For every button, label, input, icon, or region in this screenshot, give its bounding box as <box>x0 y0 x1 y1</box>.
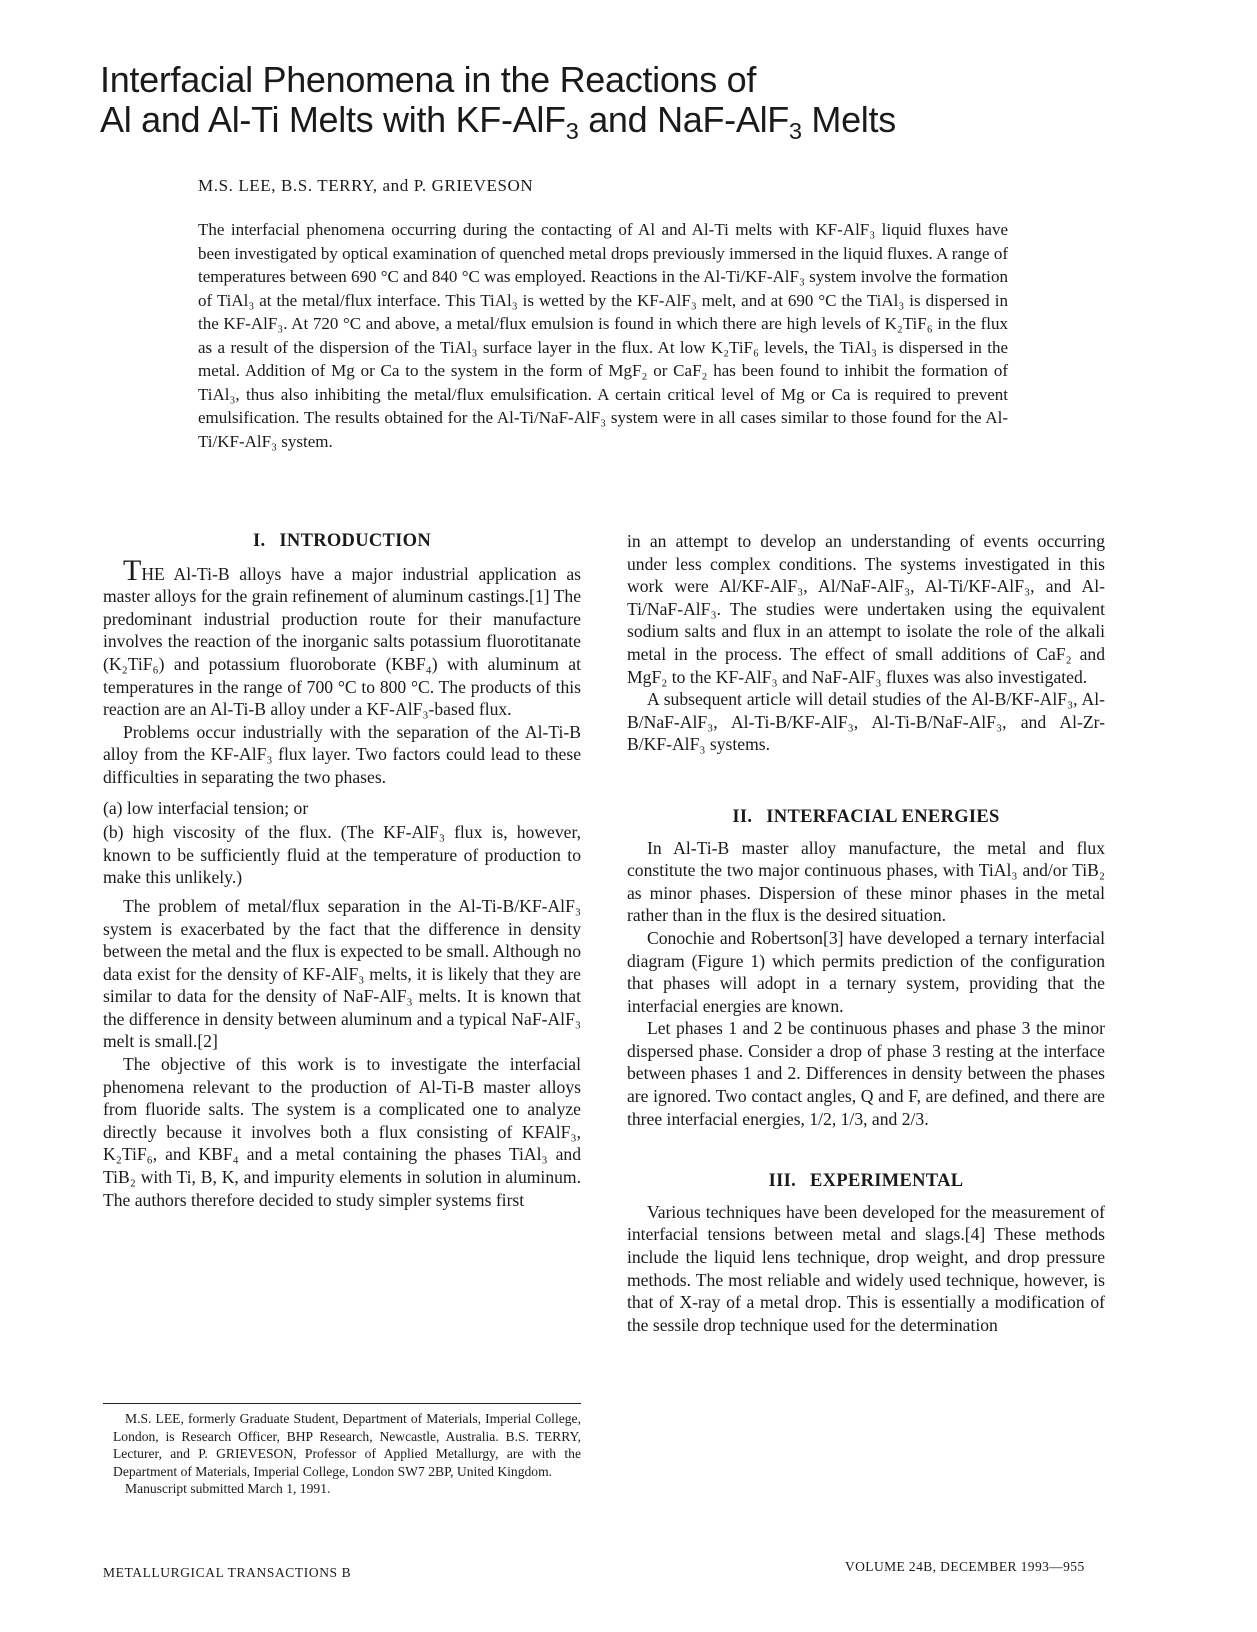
paragraph: The problem of metal/flux separation in the Al-Ti-B/KF-AlF₃ system is exacerbated by the fact that the difference in density between the metal and the flux is expected to be small. Although no data exist for the density of KF-AlF₃ melts, it is likely that they are similar to data for the density of NaF-AlF₃ melts. It is known that the difference in density between aluminum and a typical NaF-AlF₃ melt is small.[2] <box>103 895 581 1052</box>
abstract: The interfacial phenomena occurring during the contacting of Al and Al-Ti melts with KF-AlF₃ liquid fluxes have been investigated by optical examination of quenched metal drops previously immersed in the liquid fluxes. A range of temperatures between 690 °C and 840 °C was employed. Reactions in the Al-Ti/KF-AlF₃ system involve the formation of TiAl₃ at the metal/flux interface. This TiAl₃ is wetted by the KF-AlF₃ melt, and at 690 °C the TiAl₃ is dispersed in the KF-AlF₃. At 720 °C and above, a metal/flux emulsion is found in which there are high levels of K₂TiF₆ in the flux as a result of the dispersion of the TiAl₃ surface layer in the flux. At low K₂TiF₆ levels, the TiAl₃ is dispersed in the metal. Addition of Mg or Ca to the system in the form of MgF₂ or CaF₂ has been found to inhibit the formation of TiAl₃, thus also inhibiting the metal/flux emulsification. A certain critical level of Mg or Ca is required to prevent emulsification. The results obtained for the Al-Ti/NaF-AlF₃ system were in all cases similar to those found for the Al-Ti/KF-AlF₃ system. <box>198 220 1008 451</box>
title-line-2-part-b: and NaF-AlF <box>578 99 789 140</box>
left-column <box>103 530 581 1211</box>
right-column <box>627 530 1105 1336</box>
section-heading-introduction <box>103 530 581 553</box>
title-line-1: Interfacial Phenomena in the Reactions of <box>100 59 757 100</box>
paper-title <box>100 59 1100 145</box>
volume-page: VOLUME 24B, DECEMBER 1993—955 <box>845 1559 1085 1574</box>
paragraph: Problems occur industrially with the separation of the Al-Ti-B alloy from the KF-AlF₃ flux layer. Two factors could lead to these difficulties in separating the two phases. <box>103 721 581 787</box>
paragraph-text: HE Al-Ti-B alloys have a major industrial application as master alloys for the grain refinement of aluminum castings.[1] The predominant industrial production route for their manufacture involves the reaction of the inorganic salts potassium fluorotitanate (K₂TiF₆) and potassium fluoroborate (KBF₄) with aluminum at temperatures in the range of 700 °C to 800 °C. The products of this reaction are an Al-Ti-B alloy under a KF-AlF₃-based flux. <box>103 563 581 720</box>
paragraph: In Al-Ti-B master alloy manufacture, the metal and flux constitute the two major continuous phases, with TiAl₃ and/or TiB₂ as minor phases. Dispersion of these minor phases in the metal rather than in the flux is the desired situation. <box>627 837 1105 926</box>
paragraph <box>103 553 581 721</box>
subscript: 3 <box>788 118 802 145</box>
list-item-a: (a) low interfacial tension; or <box>103 797 309 818</box>
footnote <box>113 1410 581 1498</box>
paragraph-continued: in an attempt to develop an understanding of events occurring under less complex conditions. The systems investigated in this work were Al/KF-AlF₃, Al/NaF-AlF₃, Al-Ti/KF-AlF₃, and Al-Ti/NaF-AlF₃. The studies were undertaken using the equivalent sodium salts and flux in an attempt to isolate the role of the alkali metal in the process. The effect of small additions of CaF₂ and MgF₂ to the KF-AlF₃ and NaF-AlF₃ fluxes was also investigated. <box>627 531 1105 687</box>
author-list: M.S. LEE, B.S. TERRY, and P. GRIEVESON <box>198 176 534 195</box>
paragraph: Let phases 1 and 2 be continuous phases and phase 3 the minor dispersed phase. Consider a drop of phase 3 resting at the interface between phases 1 and 2. Differences in density between the phases are ignored. Two contact angles, Q and F, are defined, and there are three interfacial energies, 1/2, 1/3, and 2/3. <box>627 1018 1105 1129</box>
section-number: II. <box>732 806 753 827</box>
footnote-divider <box>103 1403 581 1404</box>
paragraph: A subsequent article will detail studies of the Al-B/KF-AlF₃, Al-B/NaF-AlF₃, Al-Ti-B/KF-AlF₃, Al-Ti-B/NaF-AlF₃, and Al-Zr-B/KF-AlF₃ systems. <box>627 689 1105 755</box>
title-line-2-part-a: Al and Al-Ti Melts with KF-AlF <box>100 99 566 140</box>
section-number: I. <box>252 531 266 551</box>
author-affiliation: M.S. LEE, formerly Graduate Student, Department of Materials, Imperial College, London, is Research Officer, BHP Research, Newcastle, Australia. B.S. TERRY, Lecturer, and P. GRIEVESON, Professor of Applied Metallurgy, are with the Department of Materials, Imperial College, London SW7 2BP, United Kingdom. <box>113 1411 581 1479</box>
paragraph: Various techniques have been developed for the measurement of interfacial tensions between metal and slags.[4] These methods include the liquid lens technique, drop weight, and drop pressure methods. The most reliable and widely used technique, however, is that of X-ray of a metal drop. This is essentially a modification of the sessile drop technique used for the determination <box>627 1201 1105 1335</box>
section-heading-interfacial-energies <box>627 806 1105 829</box>
section-title: INTRODUCTION <box>279 531 432 551</box>
section-title: INTERFACIAL ENERGIES <box>766 806 1000 827</box>
list-item-b: (b) high viscosity of the flux. (The KF-AlF₃ flux is, however, known to be sufficiently fluid at the temperature of production to make this unlikely.) <box>103 822 581 888</box>
title-line-2 <box>100 99 1100 145</box>
drop-cap: T <box>123 553 142 587</box>
paragraph: The objective of this work is to investigate the interfacial phenomena relevant to the production of Al-Ti-B master alloys from fluoride salts. The system is a complicated one to analyze directly because it involves both a flux consisting of KFAlF₃, K₂TiF₆, and KBF₄ and a metal containing the phases TiAl₃ and TiB₂ with Ti, B, K, and impurity elements in solution in aluminum. The authors therefore decided to study simpler systems first <box>103 1054 581 1210</box>
submission-date: Manuscript submitted March 1, 1991. <box>125 1481 331 1497</box>
paragraph: Conochie and Robertson[3] have developed a ternary interfacial diagram (Figure 1) which permits prediction of the configuration that phases will adopt in a ternary system, providing that the interfacial energies are known. <box>627 927 1105 1016</box>
subscript: 3 <box>565 118 579 145</box>
section-number: III. <box>768 1171 797 1192</box>
journal-name: METALLURGICAL TRANSACTIONS B <box>103 1565 352 1580</box>
section-title: EXPERIMENTAL <box>810 1171 964 1192</box>
title-line-2-part-c: Melts <box>801 99 896 140</box>
section-heading-experimental <box>627 1170 1105 1193</box>
